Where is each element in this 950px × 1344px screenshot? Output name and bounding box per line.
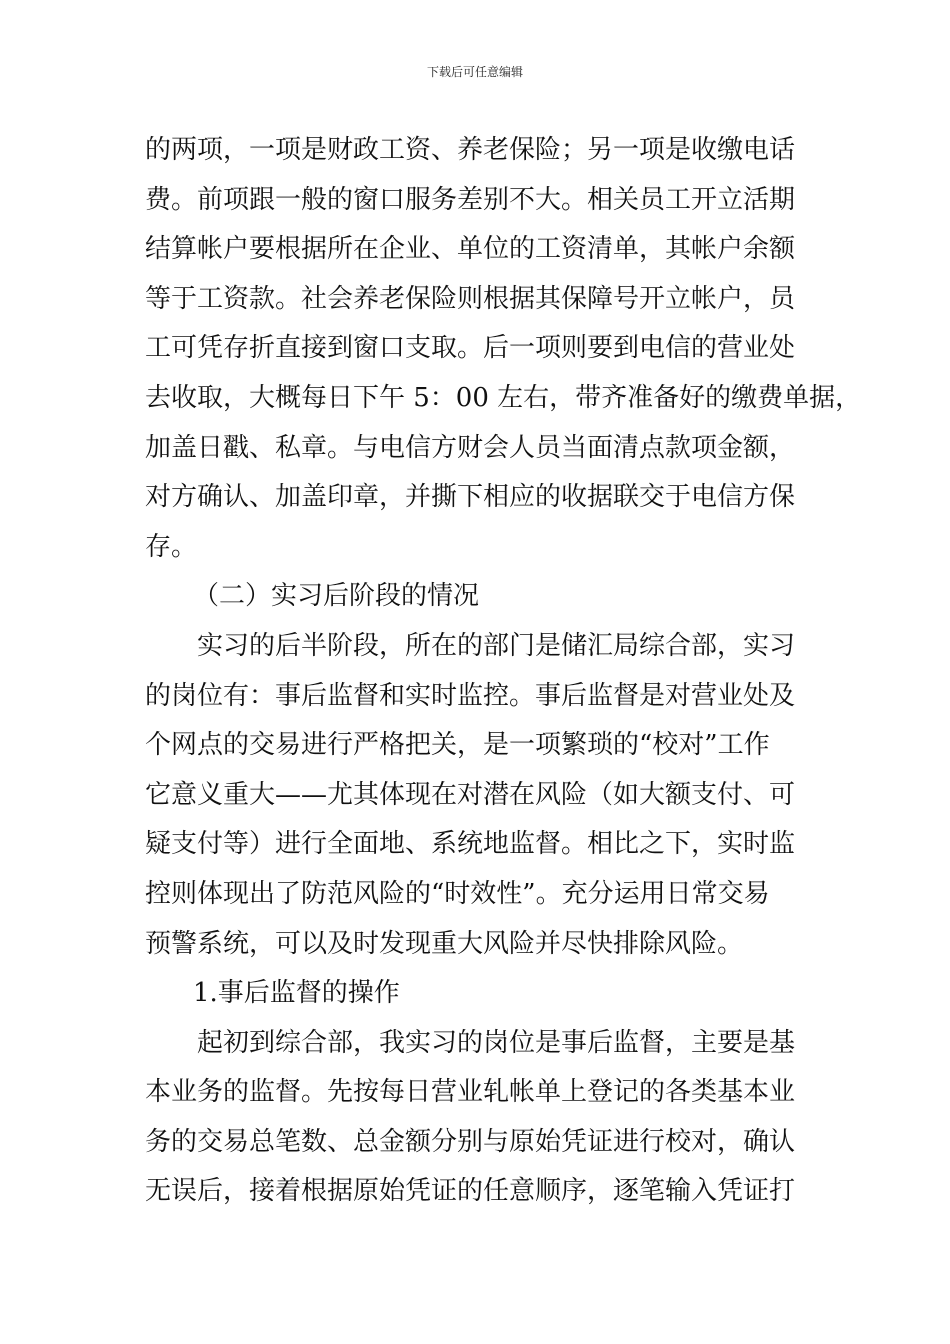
paragraph-line: 起初到综合部，我实习的岗位是事后监督，主要是基 (197, 1027, 796, 1058)
paragraph-line: 结算帐户要根据所在企业、单位的工资清单，其帐户余额 (145, 234, 796, 265)
paragraph-line: 实习的后半阶段，所在的部门是储汇局综合部，实习 (197, 630, 796, 661)
page-header: 下载后可任意编辑 (426, 65, 523, 79)
subsection-heading: 1.事后监督的操作 (193, 978, 400, 1009)
paragraph-line: 无误后，接着根据原始凭证的任意顺序，逐笔输入凭证打 (145, 1176, 796, 1207)
paragraph-line: 加盖日戳、私章。与电信方财会人员当面清点款项金额， (145, 432, 796, 463)
paragraph-line: 控则体现出了防范风险的“时效性”。充分运用日常交易 (145, 878, 770, 909)
paragraph-line: 本业务的监督。先按每日营业轧帐单上登记的各类基本业 (145, 1077, 796, 1108)
paragraph-line: 工可凭存折直接到窗口支取。后一项则要到电信的营业处 (145, 333, 796, 364)
paragraph-line: 个网点的交易进行严格把关，是一项繁琐的“校对”工作 (145, 730, 770, 761)
paragraph-line: 去收取，大概每日下午 5：00 左右，带齐准备好的缴费单据， (145, 382, 862, 413)
paragraph-line: 费。前项跟一般的窗口服务差别不大。相关员工开立活期 (145, 184, 796, 215)
paragraph-line: 的两项，一项是财政工资、养老保险；另一项是收缴电话 (145, 135, 796, 165)
paragraph-line: 它意义重大——尤其体现在对潜在风险（如大额支付、可 (145, 779, 796, 810)
paragraph-line: 疑支付等）进行全面地、系统地监督。相比之下，实时监 (145, 829, 796, 860)
paragraph-line: 的岗位有：事后监督和实时监控。事后监督是对营业处及 (145, 680, 796, 711)
paragraph-line: 预警系统，可以及时发现重大风险并尽快排除风险。 (145, 928, 744, 959)
paragraph-line: 务的交易总笔数、总金额分别与原始凭证进行校对，确认 (145, 1126, 796, 1157)
section-heading: （二）实习后阶段的情况 (193, 581, 480, 612)
document-body (145, 126, 862, 1217)
paragraph-line: 等于工资款。社会养老保险则根据其保障号开立帐户，员 (145, 283, 796, 314)
paragraph-line: 对方确认、加盖印章，并撕下相应的收据联交于电信方保 (145, 482, 796, 513)
paragraph-line: 存。 (145, 531, 198, 562)
